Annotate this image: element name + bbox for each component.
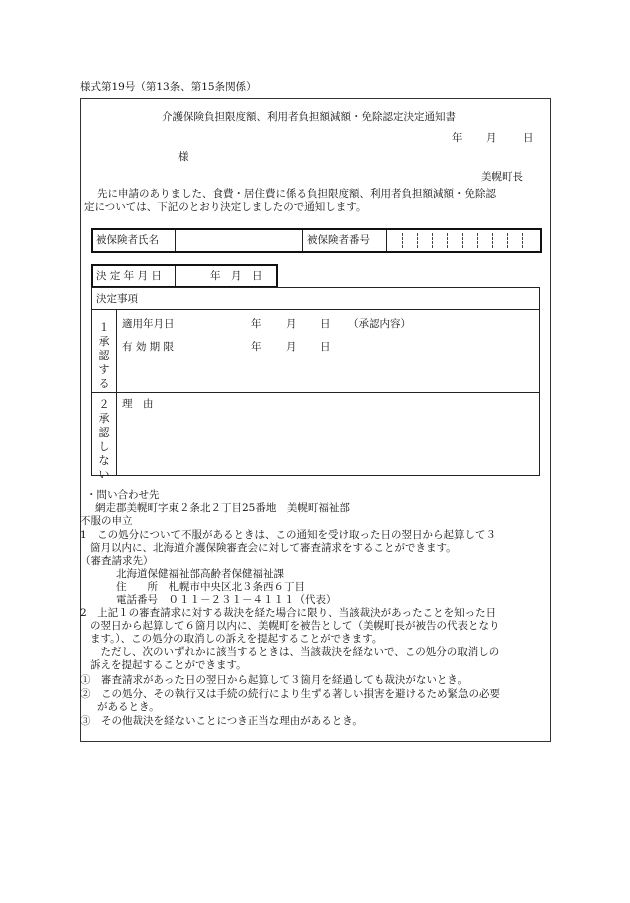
- objection-item2-line: の翌日から起算して６箇月以内に、美幌町を被告として（美幌町長が被告の代表となり: [90, 620, 500, 632]
- approve-row-year: 年: [251, 341, 262, 353]
- approve-row-year: 年: [251, 318, 262, 330]
- document-title: 介護保険負担限度額、利用者負担額減額・免除認定決定通知書: [162, 111, 456, 123]
- condition-2: ② この処分、その執行又は手続の続行により生ずる著しい損害を避けるため緊急の必要: [80, 688, 500, 700]
- date-month: 月: [486, 132, 497, 144]
- objection-item2-line: 訴えを提起することができます。: [90, 659, 247, 671]
- approve-label: １承認する: [98, 321, 110, 390]
- digit-separator: [507, 233, 508, 248]
- digit-separator: [462, 233, 463, 248]
- condition-1: ① 審査請求があった日の翌日から起算して３箇月を経過しても裁決がないとき。: [80, 674, 468, 686]
- date-day: 日: [523, 132, 534, 144]
- inquiry-heading: ・問い合わせ先: [86, 489, 160, 501]
- insured-divider-3: [386, 230, 387, 251]
- digit-separator: [432, 233, 433, 248]
- objection-item2-line: ただし、次のいずれかに該当するときは、当該裁決を経ないで、この処分の取消しの: [90, 646, 500, 658]
- decision-items-table: [91, 287, 540, 476]
- digit-separator: [477, 233, 478, 248]
- approve-row-month: 月: [286, 341, 297, 353]
- digit-separator: [417, 233, 418, 248]
- decision-date-label: 決 定 年 月 日: [96, 270, 162, 282]
- objection-item2-line: ます。）、この処分の取消しの訴えを提起することができます。: [90, 633, 383, 645]
- intro-line-1: 先に申請のありました、食費・居住費に係る負担限度額、利用者負担額減額・免除認: [97, 188, 496, 200]
- reject-reason-label: 理 由: [122, 398, 154, 410]
- decision-date-value[interactable]: 年 月 日: [210, 270, 263, 282]
- approve-row-day: 日: [320, 341, 331, 353]
- objection-item2-line: 2 上記１の審査請求に対する裁決を経た場合に限り、当該裁決があったことを知った日: [80, 607, 497, 619]
- digit-separator: [522, 233, 523, 248]
- insured-name-label: 被保険者氏名: [96, 234, 159, 246]
- objection-item1-line: 箇月以内に、北海道介護保険審査会に対して審査請求をすることができます。: [90, 542, 457, 554]
- decision-items-column-rule: [116, 309, 117, 476]
- objection-heading: 不服の申立: [80, 515, 133, 527]
- decision-date-divider: [175, 266, 176, 286]
- approve-row-label: 適用年月日: [122, 318, 175, 330]
- request-dest-label: （審査請求先）: [80, 555, 154, 567]
- condition-2-cont: があるとき。: [97, 701, 160, 713]
- insured-name-value[interactable]: [177, 231, 300, 250]
- form-id: 様式第19号（第13条、第15条関係）: [80, 81, 257, 93]
- insured-divider-2: [302, 230, 303, 251]
- addressee-suffix: 様: [178, 151, 189, 163]
- insured-number-field[interactable]: [388, 231, 540, 250]
- date-year: 年: [452, 132, 463, 144]
- objection-item1-line: 1 この処分について不服があるときは、この通知を受け取った日の翌日から起算して３: [80, 529, 496, 541]
- approve-content-note: （承認内容）: [348, 318, 411, 330]
- insured-divider-1: [175, 230, 176, 251]
- digit-separator: [402, 233, 403, 248]
- approve-row-label: 有 効 期 限: [122, 341, 175, 353]
- reject-label: ２承認しない: [98, 398, 110, 481]
- approve-row-month: 月: [286, 318, 297, 330]
- insured-number-label: 被保険者番号: [307, 234, 370, 246]
- digit-separator: [447, 233, 448, 248]
- intro-line-2: 定については、下記のとおり決定しましたので通知します。: [84, 201, 367, 213]
- inquiry-address: 網走郡美幌町字東２条北２丁目25番地 美幌町福祉部: [95, 502, 350, 514]
- decision-items-label: 決定事項: [96, 293, 138, 305]
- request-dest-phone: 電話番号 ０１１－２３１－４１１１（代表）: [116, 594, 337, 606]
- approve-reject-rule: [91, 392, 540, 393]
- condition-3: ③ その他裁決を経ないことにつき正当な理由があるとき。: [80, 715, 363, 727]
- digit-separator: [492, 233, 493, 248]
- decision-items-header-rule: [91, 309, 540, 310]
- request-dest-name: 北海道保健福祉部高齢者保健福祉課: [116, 568, 284, 580]
- request-dest-address: 住 所 札幌市中央区北３条西６丁目: [116, 581, 305, 593]
- approve-row-day: 日: [320, 318, 331, 330]
- issuer: 美幌町長: [481, 171, 523, 183]
